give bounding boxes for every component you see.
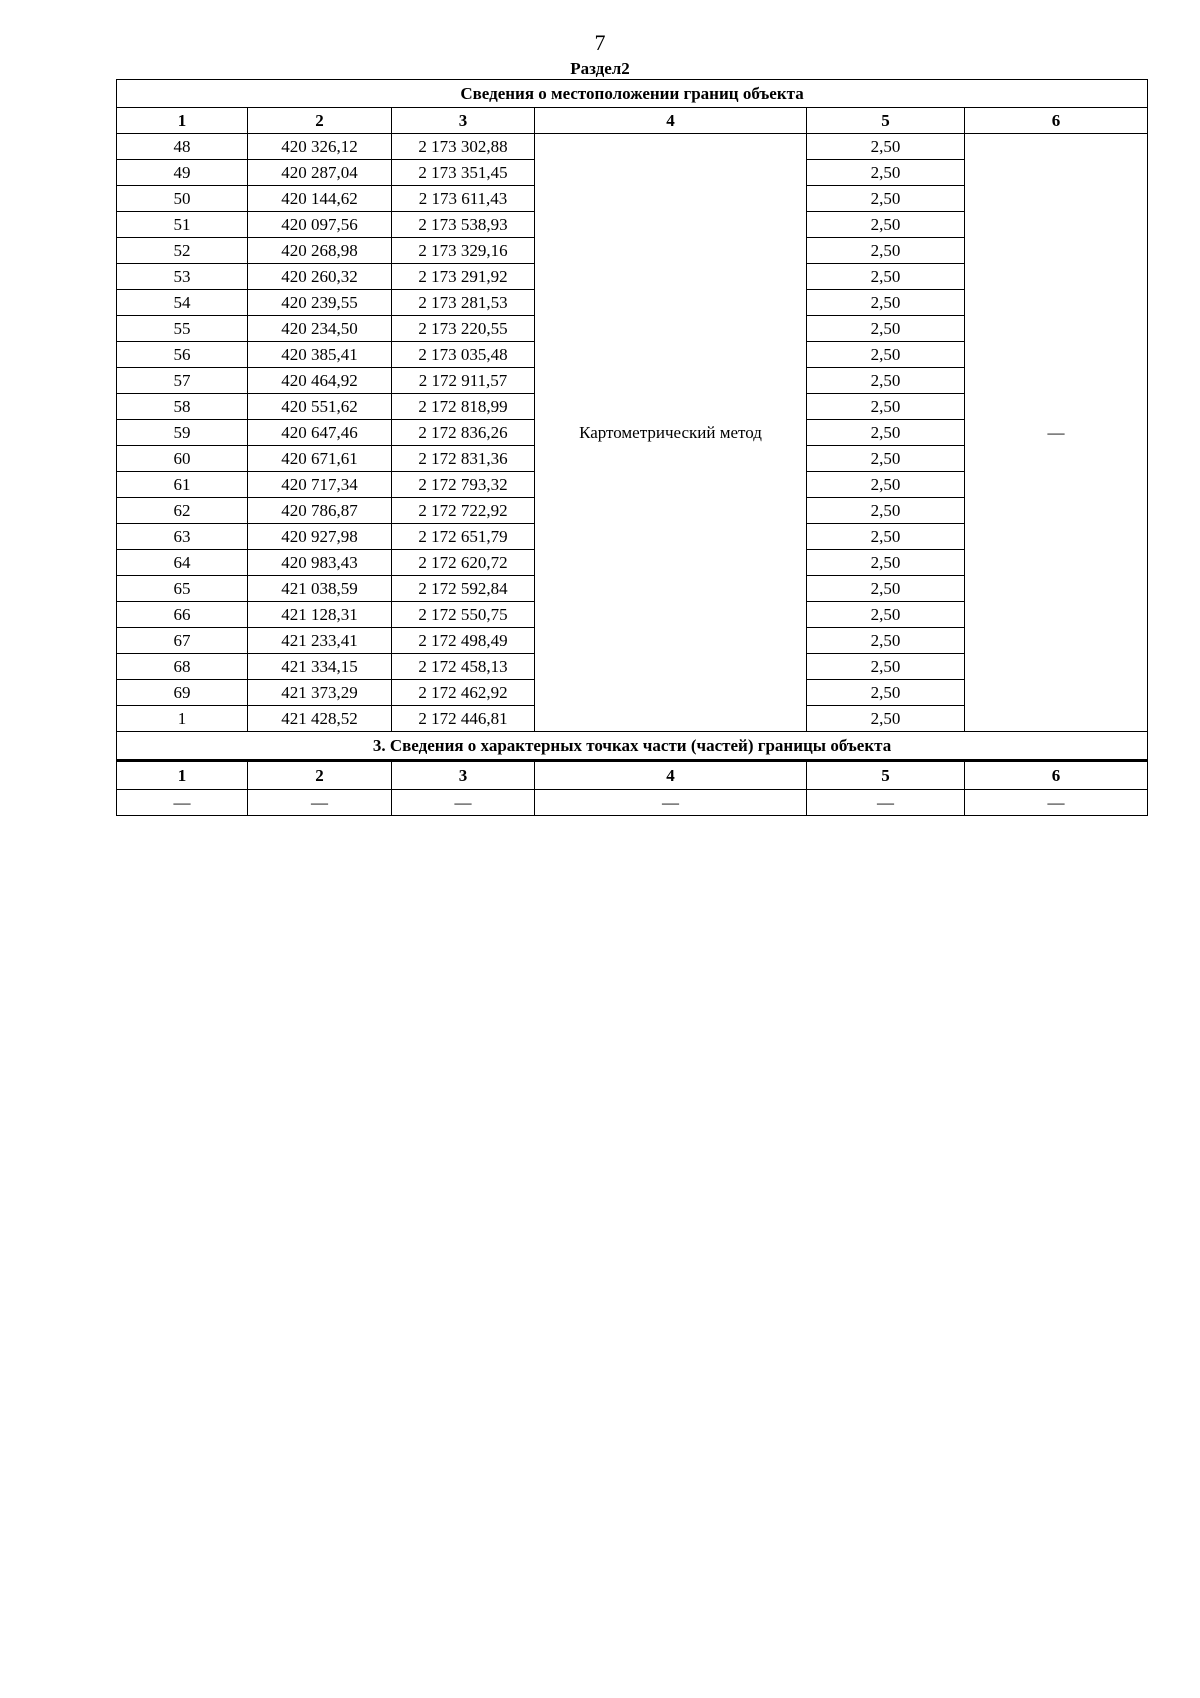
point-number-cell: 48: [117, 134, 248, 160]
point-number-cell: 65: [117, 576, 248, 602]
accuracy-cell: 2,50: [807, 290, 965, 316]
section3-empty-cell: —: [117, 790, 248, 816]
point-number-cell: 51: [117, 212, 248, 238]
x-coordinate-cell: 420 927,98: [248, 524, 392, 550]
point-number-cell: 59: [117, 420, 248, 446]
x-coordinate-cell: 420 239,55: [248, 290, 392, 316]
point-number-cell: 1: [117, 706, 248, 732]
accuracy-cell: 2,50: [807, 706, 965, 732]
accuracy-cell: 2,50: [807, 186, 965, 212]
y-coordinate-cell: 2 172 722,92: [392, 498, 535, 524]
point-number-cell: 53: [117, 264, 248, 290]
accuracy-cell: 2,50: [807, 264, 965, 290]
section3-header-row: [117, 761, 1148, 790]
x-coordinate-cell: 420 551,62: [248, 394, 392, 420]
accuracy-cell: 2,50: [807, 628, 965, 654]
y-coordinate-cell: 2 172 458,13: [392, 654, 535, 680]
x-coordinate-cell: 420 287,04: [248, 160, 392, 186]
accuracy-cell: 2,50: [807, 602, 965, 628]
y-coordinate-cell: 2 172 462,92: [392, 680, 535, 706]
x-coordinate-cell: 420 647,46: [248, 420, 392, 446]
point-number-cell: 66: [117, 602, 248, 628]
point-number-cell: 55: [117, 316, 248, 342]
column-header: 1: [117, 108, 248, 134]
accuracy-cell: 2,50: [807, 238, 965, 264]
point-number-cell: 57: [117, 368, 248, 394]
point-number-cell: 69: [117, 680, 248, 706]
column-header: 2: [248, 108, 392, 134]
x-coordinate-cell: 420 260,32: [248, 264, 392, 290]
section3-empty-cell: —: [392, 790, 535, 816]
y-coordinate-cell: 2 172 651,79: [392, 524, 535, 550]
description-cell: —: [965, 134, 1148, 732]
accuracy-cell: 2,50: [807, 160, 965, 186]
y-coordinate-cell: 2 173 351,45: [392, 160, 535, 186]
x-coordinate-cell: 420 786,87: [248, 498, 392, 524]
y-coordinate-cell: 2 172 592,84: [392, 576, 535, 602]
y-coordinate-cell: 2 173 329,16: [392, 238, 535, 264]
y-coordinate-cell: 2 173 220,55: [392, 316, 535, 342]
accuracy-cell: 2,50: [807, 446, 965, 472]
accuracy-cell: 2,50: [807, 472, 965, 498]
point-number-cell: 56: [117, 342, 248, 368]
y-coordinate-cell: 2 172 446,81: [392, 706, 535, 732]
x-coordinate-cell: 421 428,52: [248, 706, 392, 732]
point-number-cell: 68: [117, 654, 248, 680]
point-number-cell: 61: [117, 472, 248, 498]
y-coordinate-cell: 2 172 498,49: [392, 628, 535, 654]
x-coordinate-cell: 420 144,62: [248, 186, 392, 212]
point-number-cell: 62: [117, 498, 248, 524]
y-coordinate-cell: 2 172 836,26: [392, 420, 535, 446]
x-coordinate-cell: 421 038,59: [248, 576, 392, 602]
accuracy-cell: 2,50: [807, 420, 965, 446]
section3-empty-cell: —: [965, 790, 1148, 816]
y-coordinate-cell: 2 172 550,75: [392, 602, 535, 628]
x-coordinate-cell: 421 233,41: [248, 628, 392, 654]
column-header: 6: [965, 108, 1148, 134]
section3-column-header: 4: [535, 761, 807, 790]
x-coordinate-cell: 420 385,41: [248, 342, 392, 368]
section-heading: Раздел2: [570, 59, 630, 78]
accuracy-cell: 2,50: [807, 550, 965, 576]
table-title-row: [117, 80, 1148, 108]
accuracy-cell: 2,50: [807, 134, 965, 160]
accuracy-cell: 2,50: [807, 680, 965, 706]
point-number-cell: 52: [117, 238, 248, 264]
section3-title-row: [117, 732, 1148, 761]
y-coordinate-cell: 2 173 538,93: [392, 212, 535, 238]
x-coordinate-cell: 421 128,31: [248, 602, 392, 628]
page-number: 7: [594, 30, 606, 55]
accuracy-cell: 2,50: [807, 342, 965, 368]
x-coordinate-cell: 420 268,98: [248, 238, 392, 264]
y-coordinate-cell: 2 172 620,72: [392, 550, 535, 576]
y-coordinate-cell: 2 172 831,36: [392, 446, 535, 472]
accuracy-cell: 2,50: [807, 498, 965, 524]
point-number-cell: 54: [117, 290, 248, 316]
accuracy-cell: 2,50: [807, 394, 965, 420]
accuracy-cell: 2,50: [807, 654, 965, 680]
section3-column-header: 1: [117, 761, 248, 790]
point-number-cell: 60: [117, 446, 248, 472]
section3-column-header: 5: [807, 761, 965, 790]
table-body: [117, 80, 1148, 816]
point-number-cell: 63: [117, 524, 248, 550]
x-coordinate-cell: 420 234,50: [248, 316, 392, 342]
section3-column-header: 2: [248, 761, 392, 790]
accuracy-cell: 2,50: [807, 368, 965, 394]
x-coordinate-cell: 420 097,56: [248, 212, 392, 238]
section3-empty-cell: —: [248, 790, 392, 816]
y-coordinate-cell: 2 173 291,92: [392, 264, 535, 290]
y-coordinate-cell: 2 172 818,99: [392, 394, 535, 420]
y-coordinate-cell: 2 173 035,48: [392, 342, 535, 368]
x-coordinate-cell: 420 326,12: [248, 134, 392, 160]
point-number-cell: 49: [117, 160, 248, 186]
accuracy-cell: 2,50: [807, 316, 965, 342]
section3-column-header: 3: [392, 761, 535, 790]
table-row: [117, 134, 1148, 160]
table-title: Сведения о местоположении границ объекта: [117, 80, 1148, 108]
accuracy-cell: 2,50: [807, 212, 965, 238]
y-coordinate-cell: 2 173 302,88: [392, 134, 535, 160]
accuracy-cell: 2,50: [807, 524, 965, 550]
boundary-table: [116, 79, 1148, 816]
method-cell: Картометрический метод: [535, 134, 807, 732]
point-number-cell: 58: [117, 394, 248, 420]
x-coordinate-cell: 420 464,92: [248, 368, 392, 394]
y-coordinate-cell: 2 172 911,57: [392, 368, 535, 394]
point-number-cell: 50: [117, 186, 248, 212]
x-coordinate-cell: 420 717,34: [248, 472, 392, 498]
section3-empty-row: [117, 790, 1148, 816]
y-coordinate-cell: 2 173 611,43: [392, 186, 535, 212]
x-coordinate-cell: 420 983,43: [248, 550, 392, 576]
section3-column-header: 6: [965, 761, 1148, 790]
y-coordinate-cell: 2 172 793,32: [392, 472, 535, 498]
column-header: 5: [807, 108, 965, 134]
accuracy-cell: 2,50: [807, 576, 965, 602]
x-coordinate-cell: 420 671,61: [248, 446, 392, 472]
section3-empty-cell: —: [807, 790, 965, 816]
point-number-cell: 64: [117, 550, 248, 576]
column-header: 4: [535, 108, 807, 134]
y-coordinate-cell: 2 173 281,53: [392, 290, 535, 316]
section3-empty-cell: —: [535, 790, 807, 816]
x-coordinate-cell: 421 334,15: [248, 654, 392, 680]
column-header-row: [117, 108, 1148, 134]
section3-title: 3. Сведения о характерных точках части (частей) границы объекта: [117, 732, 1148, 761]
column-header: 3: [392, 108, 535, 134]
point-number-cell: 67: [117, 628, 248, 654]
x-coordinate-cell: 421 373,29: [248, 680, 392, 706]
